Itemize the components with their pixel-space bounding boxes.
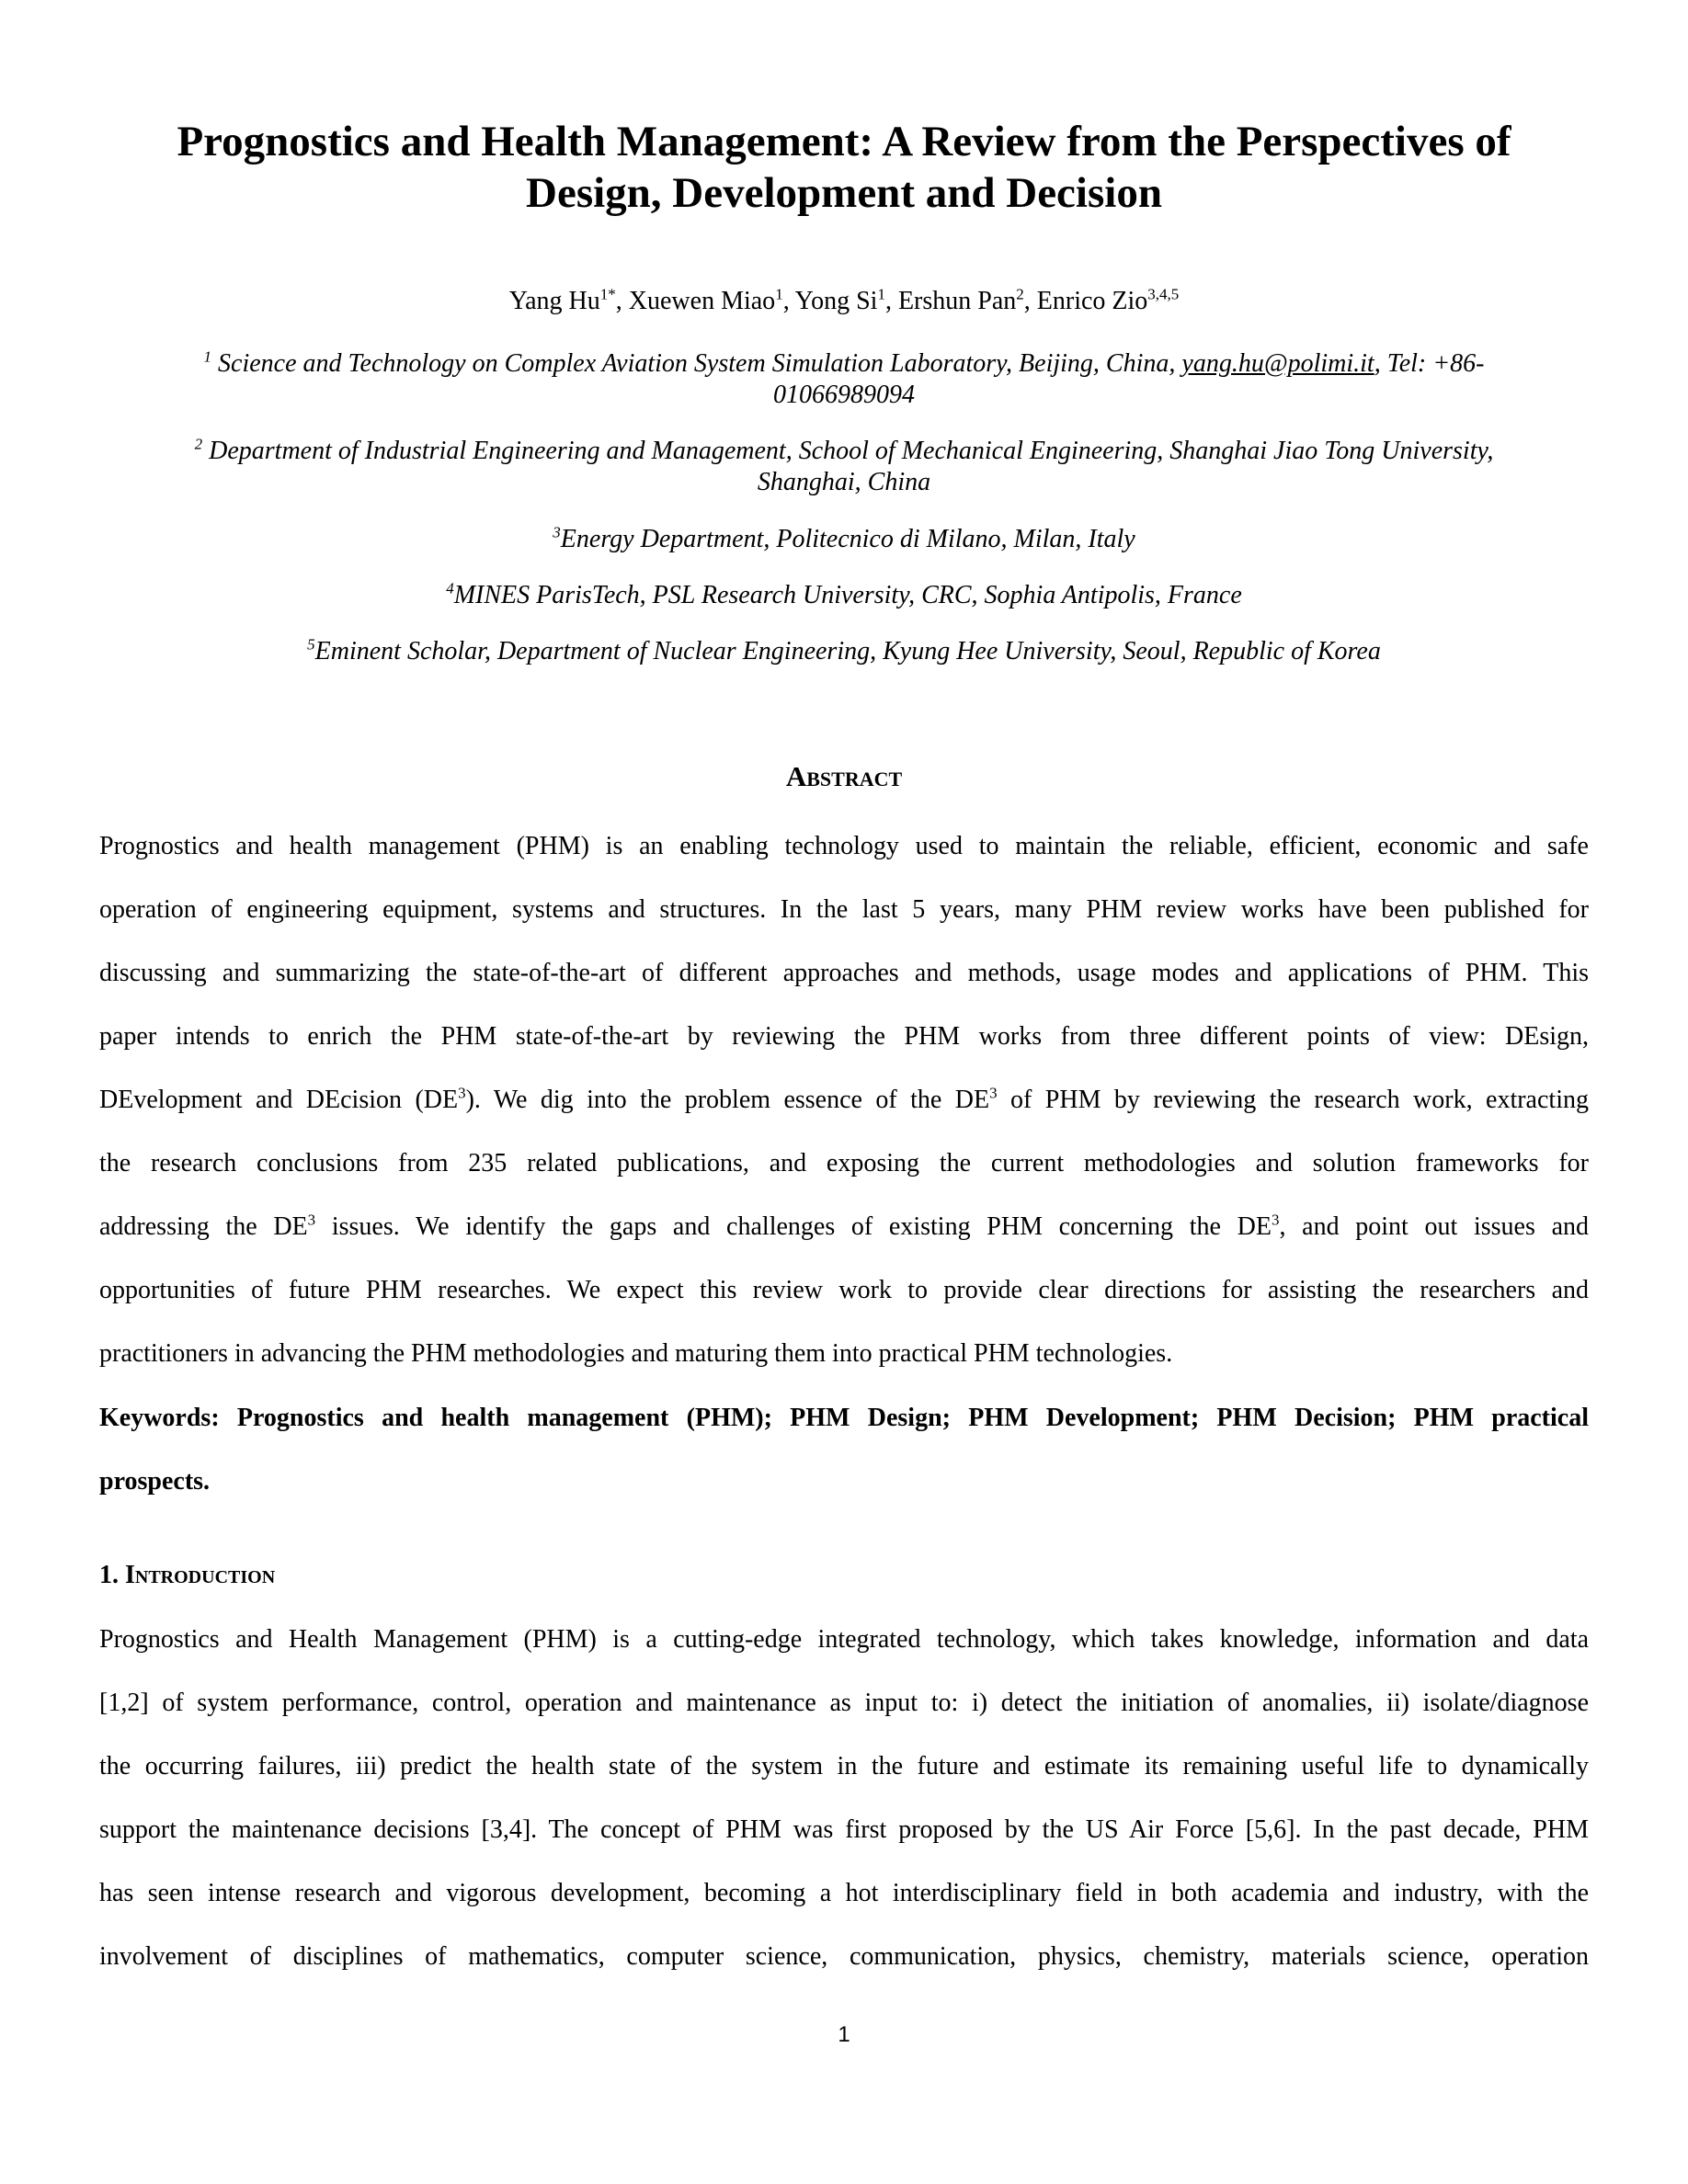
abstract-heading: Abstract [785,760,903,792]
abstract-line: the research conclusions from 235 related publications, and exposing the current methodologies and solution frameworks for [99,1149,1589,1177]
author: Enrico Zio$^{3,4,5}$ [1036,285,1180,315]
abstract-line: opportunities of future PHM researches. We expect this review work to provide clear directions for assisting the researchers and [99,1276,1589,1304]
abstract-line: DEvelopment and DEcision $(DE^3)$. We dig into the problem essence of the $DE^3$ of PHM by reviewing the research work, extracting [99,1084,1589,1114]
introduction-line: support the maintenance decisions [3,4]. The concept of PHM was first proposed by the US Air Force [5,6]. In the past decade, PHM [99,1815,1589,1844]
abstract-body [99,814,1589,1385]
author-list [129,286,1559,317]
page-number: 1 [838,2022,850,2047]
keywords [99,1386,1589,1513]
keywords-line: prospects. [99,1467,211,1496]
abstract-line: Prognostics and health management (PHM) is an enabling technology used to maintain the reliable, efficient, economic and safe [99,832,1589,860]
introduction-heading: 1. Introduction [99,1561,276,1589]
introduction-line: involvement of disciplines of mathematics, computer science, communication, physics, chemistry, materials science, operation [99,1942,1589,1971]
paper-title [129,116,1559,219]
affiliation-3: $^3$Energy Department, Politecnico di Milano, Milan, Italy [553,523,1135,553]
affiliation-5: $^5$Eminent Scholar, Department of Nuclear Engineering, Kyung Hee University, Seoul, Republic of Korea [307,635,1381,665]
introduction-line: the occurring failures, iii) predict the health state of the system in the future and estimate its remaining useful life to dynamically [99,1752,1589,1780]
author: Yang $Hu^{1*}$, [508,285,629,315]
abstract-line: paper intends to enrich the PHM state-of-the-art by reviewing the PHM works from three different points of view: DEsign, [99,1022,1589,1051]
abstract-line: addressing the $DE^3$ issues. We identify the gaps and challenges of existing PHM concerning the $DE^3$, and point out issues and [99,1211,1589,1241]
abstract-line: operation of engineering equipment, systems and structures. In the last 5 years, many PHM review works have been published for [99,895,1589,924]
introduction-line: has seen intense research and vigorous development, becoming a hot interdisciplinary field in both academia and industry, with the [99,1879,1589,1907]
abstract-line: practitioners in advancing the PHM methodologies and maturing them into practical PHM technologies. [99,1339,1173,1368]
email-link[interactable]: yang.hu@polimi.it [1181,349,1374,378]
affiliation-2: $^2$ Department of Industrial Engineering and Management, School of Mechanical Engineering, Shanghai Jiao Tong University, Shanghai, China [194,435,1494,496]
affiliation-4: $^4$MINES ParisTech, PSL Research University, CRC, Sophia Antipolis, France [446,579,1242,609]
abstract-line: discussing and summarizing the state-of-the-art of different approaches and methods, usage modes and applications of PHM. This [99,959,1589,987]
author: Ershun Pan$^2$, [897,285,1037,315]
author: Xuewen Miao$^1$, [628,285,795,315]
author: Yong Si$^1$, [794,285,898,315]
introduction-body [99,1608,1589,1988]
introduction-line: [1,2] of system performance, control, operation and maintenance as input to: i) detect the initiation of anomalies, ii) isolate/diagnose [99,1689,1589,1717]
paper-title-line-2: Design, Development and Decision [526,169,1162,217]
affiliation-1: $^1$ Science and Technology on Complex Aviation System Simulation Laboratory, Beijing, China, yang.hu@polimi.it, Tel: +86- 01066989094 [203,347,1485,409]
keywords-line: Keywords: Prognostics and health management (PHM); PHM Design; PHM Development; PHM Decision; PHM practical [99,1404,1589,1432]
introduction-line: Prognostics and Health Management (PHM) is a cutting-edge integrated technology, which takes knowledge, information and data [99,1625,1589,1654]
paper-title-line-1: Prognostics and Health Management: A Review from the Perspectives of [177,118,1511,165]
